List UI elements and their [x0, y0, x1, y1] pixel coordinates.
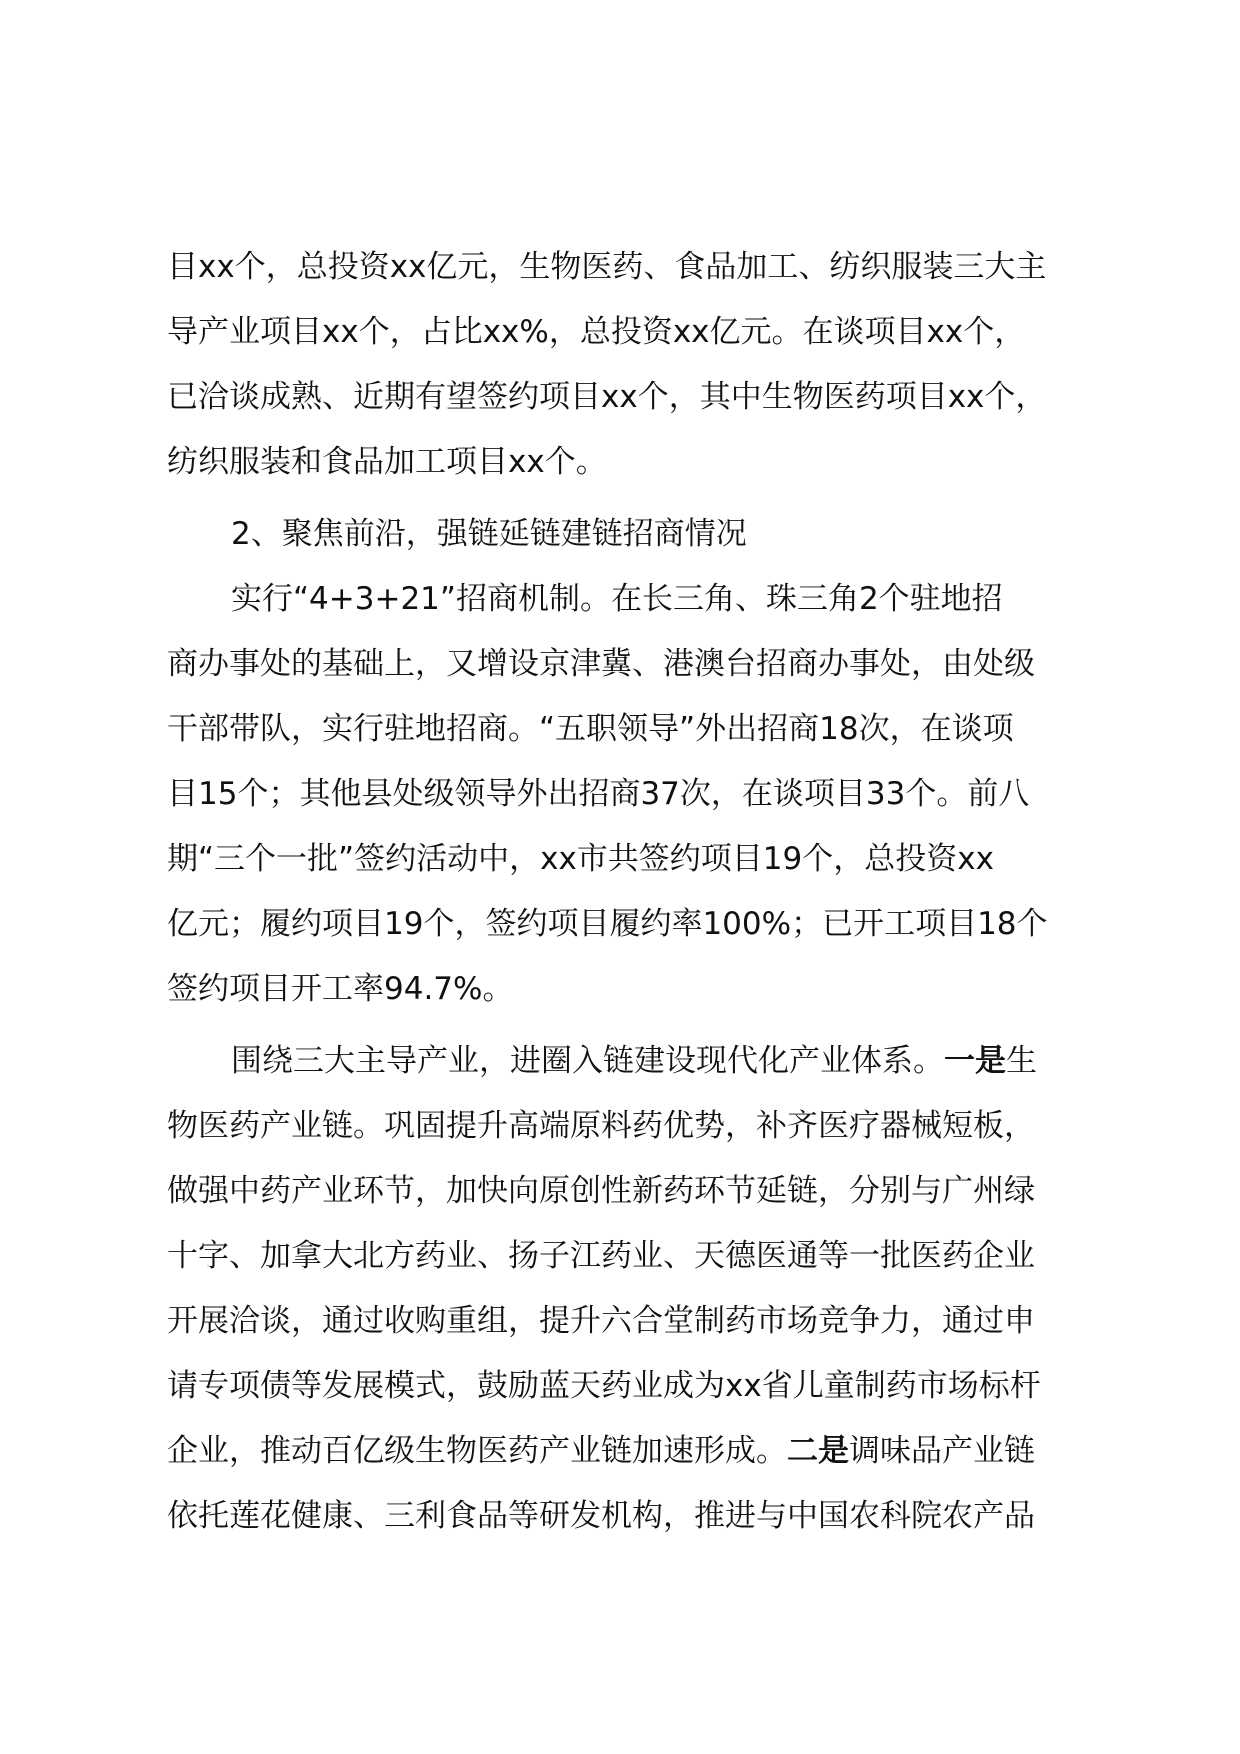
- text-line: 签约项目开工率94.7%。: [167, 971, 514, 1007]
- text-line: [167, 1419, 1109, 1484]
- text-run: 调味品产业链: [849, 1433, 1035, 1469]
- text-line: 已洽谈成熟、近期有望签约项目xx个，其中生物医药项目xx个，: [167, 379, 1047, 415]
- section-heading: 2、聚焦前沿，强链延链建链招商情况: [231, 516, 747, 552]
- text-line: 物医药产业链。巩固提升高端原料药优势，补齐医疗器械短板，: [167, 1108, 1035, 1144]
- paragraph-start-line: [167, 1029, 1109, 1094]
- text-line: 纺织服装和食品加工项目xx个。: [167, 444, 607, 480]
- document-body: [167, 235, 1109, 1549]
- text-run: 围绕三大主导产业，进圈入链建设现代化产业体系。: [231, 1043, 944, 1079]
- text-line: 干部带队，实行驻地招商。“五职领导”外出招商18次，在谈项: [167, 711, 1014, 747]
- text-run: 生: [1006, 1043, 1037, 1079]
- text-line: 依托莲花健康、三利食品等研发机构，推进与中国农科院农产品: [167, 1498, 1035, 1534]
- text-line: 导产业项目xx个，占比xx%，总投资xx亿元。在谈项目xx个，: [167, 314, 1026, 350]
- text-line: 亿元；履约项目19个，签约项目履约率100%；已开工项目18个: [167, 906, 1048, 942]
- text-line: 目15个；其他县处级领导外出招商37次，在谈项目33个。前八: [167, 776, 1030, 812]
- text-line: 十字、加拿大北方药业、扬子江药业、天德医通等一批医药企业: [167, 1238, 1035, 1274]
- text-line: 商办事处的基础上，又增设京津冀、港澳台招商办事处，由处级: [167, 646, 1035, 682]
- text-line: 做强中药产业环节，加快向原创性新药环节延链，分别与广州绿: [167, 1173, 1035, 1209]
- text-line: 实行“4+3+21”招商机制。在长三角、珠三角2个驻地招: [231, 581, 1003, 617]
- text-line: 开展洽谈，通过收购重组，提升六合堂制药市场竞争力，通过申: [167, 1303, 1035, 1339]
- bold-marker: 二是: [787, 1433, 849, 1469]
- bold-marker: 一是: [944, 1043, 1006, 1079]
- text-line: 请专项债等发展模式，鼓励蓝天药业成为xx省儿童制药市场标杆: [167, 1368, 1041, 1404]
- text-run: 企业，推动百亿级生物医药产业链加速形成。: [167, 1433, 787, 1469]
- text-line: 目xx个，总投资xx亿元，生物医药、食品加工、纺织服装三大主: [167, 249, 1047, 285]
- text-line: 期“三个一批”签约活动中，xx市共签约项目19个，总投资xx: [167, 841, 994, 877]
